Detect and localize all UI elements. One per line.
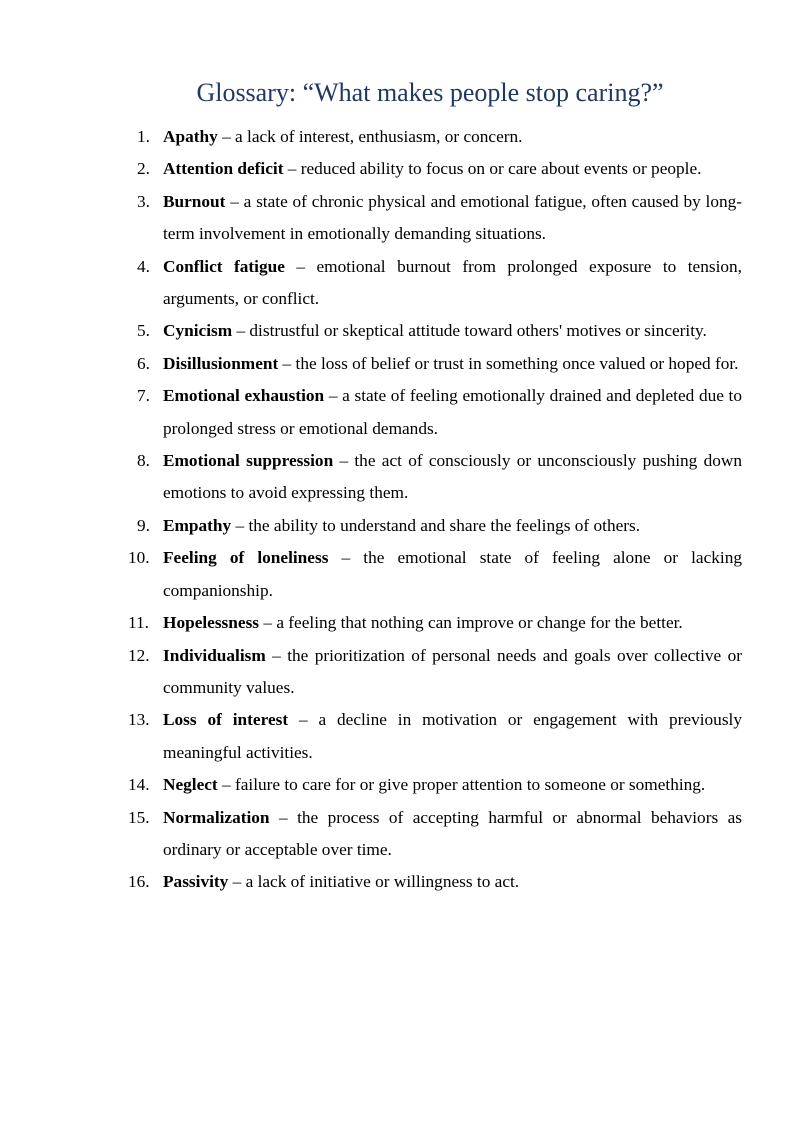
entry-term: Conflict fatigue [163,256,285,276]
entry-definition: – a decline in motivation or engagement with previously meaningful activities. [163,710,742,762]
entry-number: 2. [137,159,150,179]
glossary-entry [0,704,800,769]
entry-definition: – a state of feeling emotionally drained and depleted due to prolonged stress or emotional demands. [163,386,742,438]
glossary-entry [0,802,800,867]
entry-term: Hopelessness [163,613,260,633]
entry-number: 13. [128,710,150,730]
glossary-entry [0,510,800,542]
entry-definition: – the prioritization of personal needs and goals over collective or community values. [163,645,742,697]
entry-term: Cynicism [163,321,233,341]
entry-number: 8. [137,451,150,471]
entry-definition: – the loss of belief or trust in something once valued or hoped for. [278,353,739,373]
glossary-list [0,121,800,899]
entry-term: Attention deficit [163,159,284,179]
entry-number: 16. [128,872,150,892]
entry-term: Apathy [163,127,218,146]
entry-definition: – the act of consciously or unconsciously pushing down emotions to avoid expressing them. [163,451,742,503]
glossary-entry [0,348,800,380]
glossary-entry [0,640,800,705]
entry-definition: – a feeling that nothing can improve or change for the better. [259,613,683,633]
entry-number: 7. [137,386,150,406]
entry-term: Emotional suppression [163,451,334,471]
entry-definition: – the process of accepting harmful or abnormal behaviors as ordinary or acceptable over time. [163,807,742,859]
entry-term: Emotional exhaustion [163,386,325,406]
entry-term: Loss of interest [163,710,289,730]
entry-number: 15. [128,807,150,827]
entry-term: Individualism [163,645,266,665]
entry-definition: – the emotional state of feeling alone or lacking companionship. [163,548,742,600]
entry-definition: – a state of chronic physical and emotional fatigue, often caused by long-term involvement in emotionally demanding situations. [163,191,742,244]
entry-definition: – the ability to understand and share the feelings of others. [231,515,641,535]
entry-term: Normalization [163,807,270,827]
entry-number: 5. [137,321,150,341]
glossary-entry [0,153,800,185]
glossary-entry [0,121,800,153]
entry-definition: – failure to care for or give proper attention to someone or something. [217,775,706,795]
entry-term: Feeling of loneliness [163,548,329,568]
entry-definition: – emotional burnout from prolonged exposure to tension, arguments, or conflict. [163,256,742,309]
entry-number: 14. [128,775,150,795]
entry-number: 6. [137,353,150,373]
glossary-entry [0,607,800,639]
entry-number: 4. [137,256,150,276]
glossary-entry [0,866,800,898]
entry-number: 12. [128,645,150,665]
entry-number: 1. [137,127,150,146]
document-title: Glossary: “What makes people stop caring?” [196,78,664,107]
glossary-entry [0,251,800,316]
entry-number: 9. [137,515,150,535]
glossary-entry [0,380,800,445]
entry-number: 3. [137,191,150,211]
entry-definition: – a lack of interest, enthusiasm, or concern. [217,127,523,146]
glossary-entry [0,542,800,607]
entry-definition: – distrustful or skeptical attitude toward others' motives or sincerity. [232,321,707,341]
entry-term: Empathy [163,515,232,535]
entry-term: Disillusionment [163,353,279,373]
entry-number: 10. [128,548,150,568]
entry-number: 11. [128,613,149,633]
glossary-entry [0,445,800,510]
glossary-entry [0,186,800,251]
entry-definition: – a lack of initiative or willingness to act. [228,872,520,892]
glossary-entry [0,769,800,801]
entry-term: Neglect [163,775,218,795]
entry-term: Passivity [163,872,229,892]
entry-definition: – reduced ability to focus on or care about events or people. [283,159,702,179]
glossary-entry [0,315,800,347]
entry-term: Burnout [163,191,226,211]
